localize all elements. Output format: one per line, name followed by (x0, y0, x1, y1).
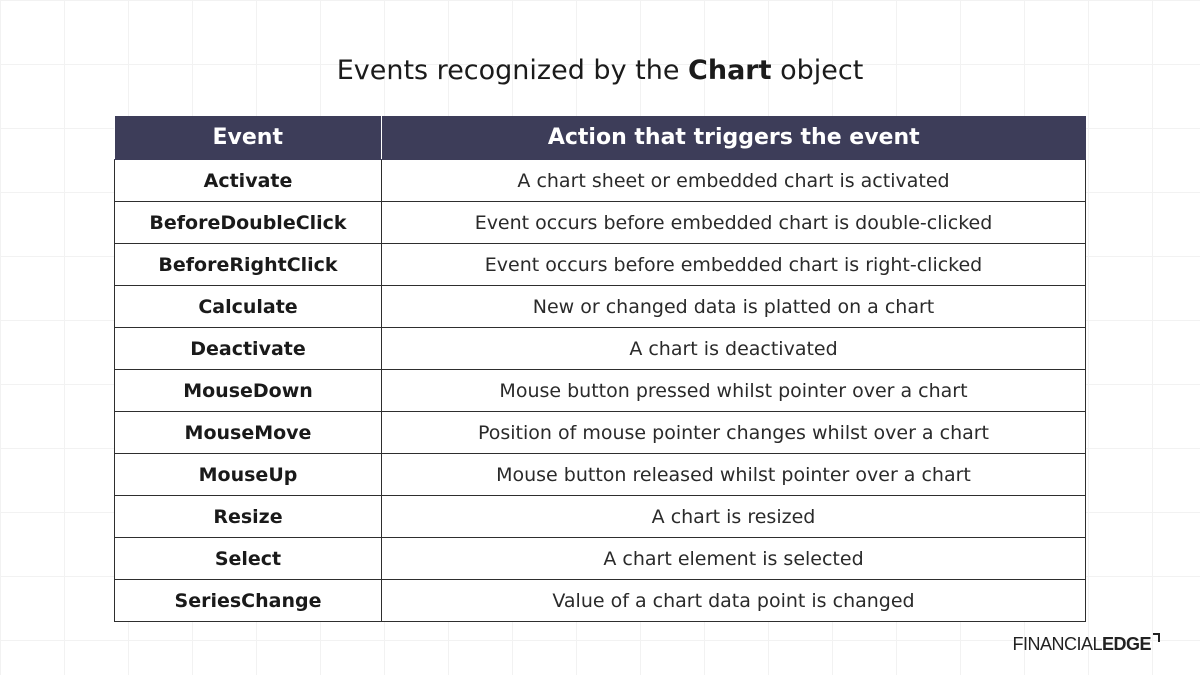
event-action-cell: Mouse button released whilst pointer over a chart (382, 454, 1086, 496)
table-row (115, 244, 1086, 286)
table-row (115, 370, 1086, 412)
table-row (115, 496, 1086, 538)
financial-edge-logo (1012, 634, 1160, 655)
event-action-cell: Mouse button pressed whilst pointer over a chart (382, 370, 1086, 412)
event-action-cell: Event occurs before embedded chart is double-clicked (382, 202, 1086, 244)
title-prefix: Events recognized by the (336, 55, 689, 86)
header-event: Event (115, 116, 382, 160)
logo-text-financial: FINANCIAL (1012, 634, 1102, 654)
event-action-cell: Event occurs before embedded chart is right-clicked (382, 244, 1086, 286)
page-title (0, 54, 1200, 88)
event-action-cell: A chart sheet or embedded chart is activated (382, 160, 1086, 202)
logo-text-edge: EDGE (1101, 634, 1151, 654)
event-name-cell: Activate (115, 160, 382, 202)
event-action-cell: A chart element is selected (382, 538, 1086, 580)
event-name-cell: SeriesChange (115, 580, 382, 622)
title-suffix: object (771, 55, 864, 86)
table-body (115, 160, 1086, 622)
table-row (115, 538, 1086, 580)
event-name-cell: Select (115, 538, 382, 580)
event-action-cell: A chart is resized (382, 496, 1086, 538)
title-highlight: Chart (688, 55, 772, 86)
event-action-cell: A chart is deactivated (382, 328, 1086, 370)
event-name-cell: MouseUp (115, 454, 382, 496)
event-action-cell: New or changed data is platted on a chart (382, 286, 1086, 328)
event-name-cell: Calculate (115, 286, 382, 328)
table-row (115, 328, 1086, 370)
header-action: Action that triggers the event (382, 116, 1086, 160)
event-name-cell: Resize (115, 496, 382, 538)
table-header-row (115, 116, 1086, 160)
event-action-cell: Position of mouse pointer changes whilst over a chart (382, 412, 1086, 454)
event-action-cell: Value of a chart data point is changed (382, 580, 1086, 622)
event-name-cell: MouseMove (115, 412, 382, 454)
table-row (115, 580, 1086, 622)
events-table (114, 116, 1086, 622)
table-row (115, 454, 1086, 496)
table-row (115, 412, 1086, 454)
table-row (115, 160, 1086, 202)
table-row (115, 286, 1086, 328)
event-name-cell: BeforeDoubleClick (115, 202, 382, 244)
logo-corner-mark-icon (1153, 633, 1160, 642)
event-name-cell: MouseDown (115, 370, 382, 412)
event-name-cell: BeforeRightClick (115, 244, 382, 286)
table-row (115, 202, 1086, 244)
event-name-cell: Deactivate (115, 328, 382, 370)
